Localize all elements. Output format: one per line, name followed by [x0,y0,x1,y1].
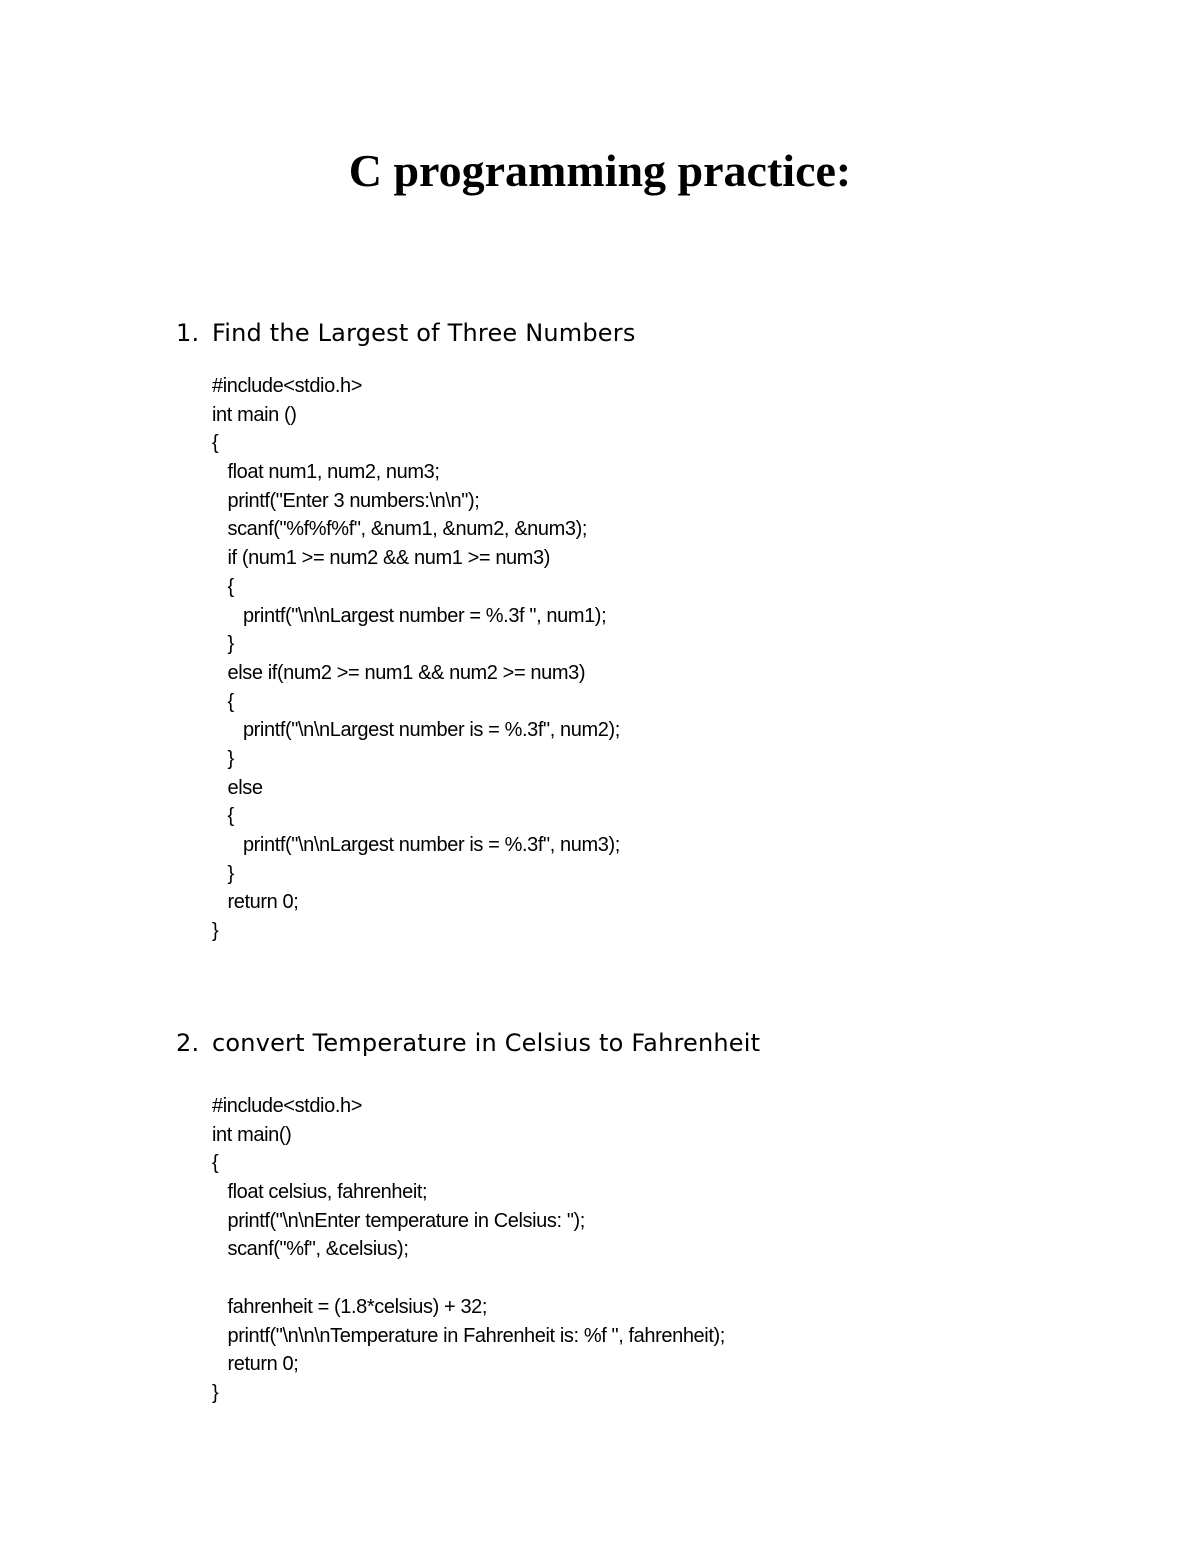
code-line: float num1, num2, num3; [212,461,440,484]
code-line: } [212,1381,219,1404]
code-line: else [212,776,263,799]
section-heading [176,316,636,350]
code-line: printf("\n\n\nTemperature in Fahrenheit is: %f ", fahrenheit); [212,1324,725,1347]
code-line: { [212,690,234,713]
code-line: #include<stdio.h> [212,375,362,397]
section-heading-text: convert Temperature in Celsius to Fahrenheit [212,1029,761,1057]
code-block [212,1092,725,1408]
code-line: printf("\n\nLargest number is = %.3f", num3); [212,834,620,856]
code-line: { [212,805,234,828]
code-line: { [212,1152,219,1175]
code-line: float celsius, fahrenheit; [212,1181,428,1204]
section-number: 1. [176,319,200,347]
code-line: } [212,862,234,885]
section-heading [176,1026,760,1060]
code-line: printf("Enter 3 numbers:\n\n"); [212,489,480,512]
code-line: int main() [212,1123,292,1146]
code-block [212,372,620,946]
code-line: return 0; [212,1353,299,1376]
page-title: C programming practice: [348,145,852,196]
code-line: { [212,575,234,598]
section-heading-text: Find the Largest of Three Numbers [212,319,636,347]
code-line [212,1264,725,1293]
code-line: } [212,747,234,770]
code-line: } [212,633,234,656]
code-line: fahrenheit = (1.8*celsius) + 32; [212,1295,488,1318]
code-line: printf("\n\nEnter temperature in Celsius: "); [212,1209,585,1232]
code-line: int main () [212,403,297,426]
code-line: { [212,432,219,455]
code-line: printf("\n\nLargest number = %.3f ", num1); [212,604,607,627]
code-line: } [212,920,219,943]
code-line: #include<stdio.h> [212,1095,362,1117]
code-line: scanf("%f%f%f", &num1, &num2, &num3); [212,518,588,541]
code-line: scanf("%f", &celsius); [212,1238,409,1261]
code-line: printf("\n\nLargest number is = %.3f", num2); [212,719,620,742]
code-line: if (num1 >= num2 && num1 >= num3) [212,547,551,570]
code-line: else if(num2 >= num1 && num2 >= num3) [212,661,586,684]
section-number: 2. [176,1029,200,1057]
code-line: return 0; [212,891,299,914]
